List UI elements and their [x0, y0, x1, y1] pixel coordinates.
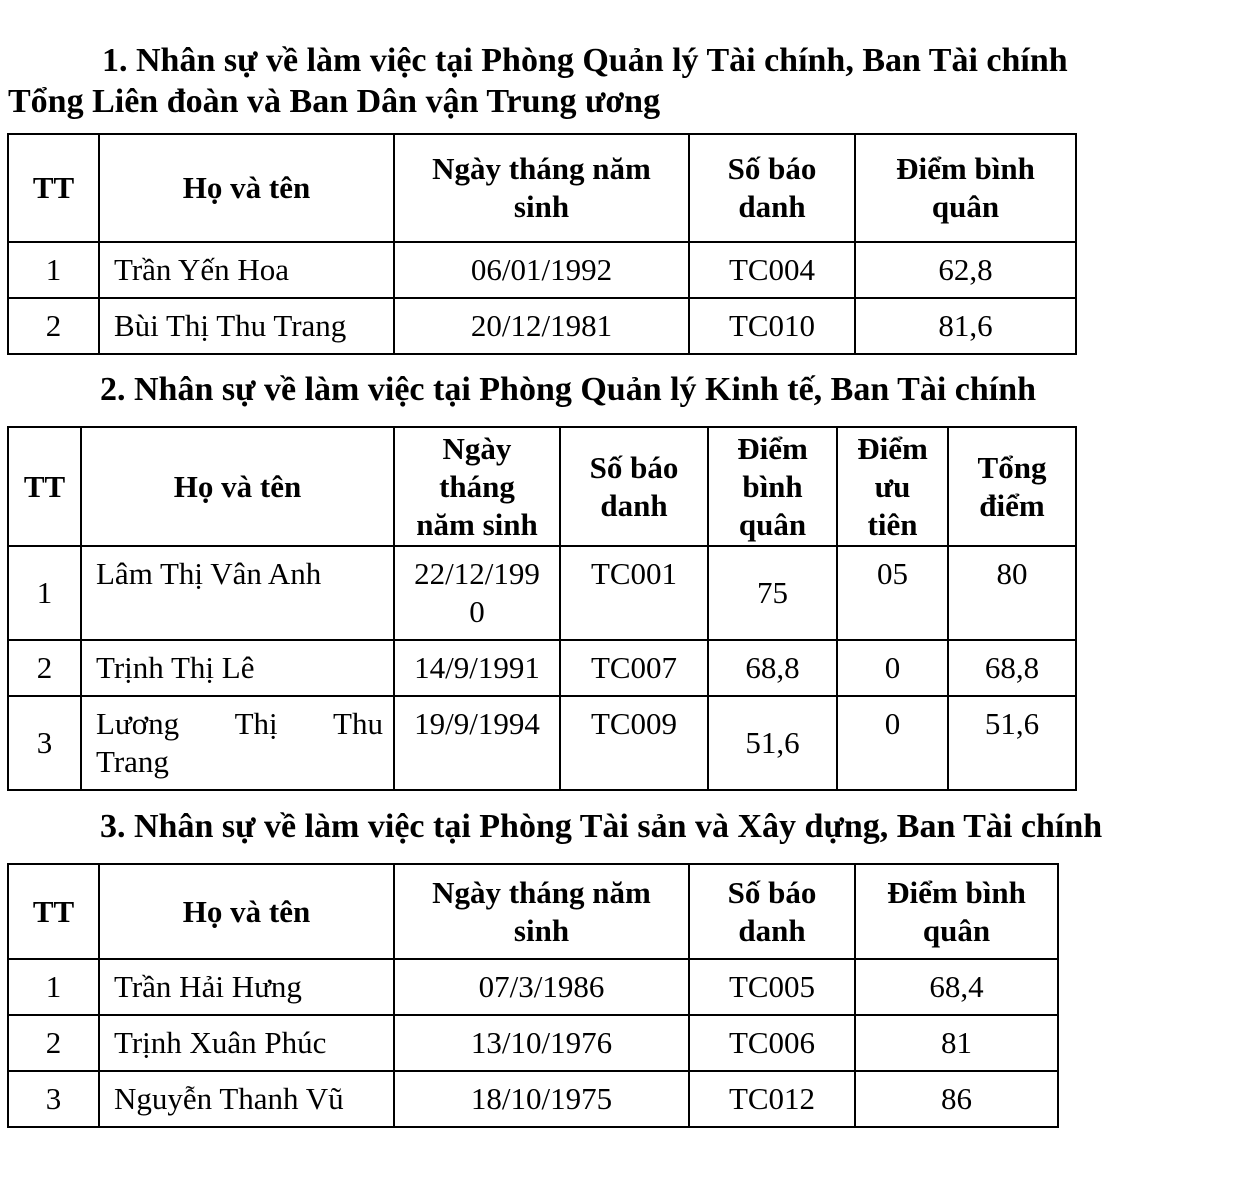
cell-dob: 14/9/1991 — [394, 640, 560, 696]
cell-sbd: TC009 — [560, 696, 708, 790]
cell-total: 68,8 — [948, 640, 1076, 696]
table-header-row — [8, 864, 1058, 959]
cell-dob: 18/10/1975 — [394, 1071, 689, 1127]
cell-total: 51,6 — [948, 696, 1076, 790]
cell-priority: 0 — [837, 640, 948, 696]
cell-tt: 3 — [8, 1071, 99, 1127]
cell-priority: 0 — [837, 696, 948, 790]
table-row — [8, 298, 1076, 354]
cell-sbd: TC005 — [689, 959, 855, 1015]
cell-dob: 20/12/1981 — [394, 298, 689, 354]
cell-tt: 1 — [8, 242, 99, 298]
cell-priority: 05 — [837, 546, 948, 640]
cell-sbd: TC001 — [560, 546, 708, 640]
table-header-row — [8, 427, 1076, 546]
cell-name: Trịnh Thị Lê — [81, 640, 394, 696]
cell-name: Trịnh Xuân Phúc — [99, 1015, 394, 1071]
section-1-heading-line-2: Tổng Liên đoàn và Ban Dân vận Trung ương — [8, 83, 661, 120]
header-priority: Điểm ưu tiên — [837, 427, 948, 546]
header-name: Họ và tên — [99, 864, 394, 959]
section-1-table — [7, 133, 1077, 355]
header-dob: Ngày tháng năm sinh — [394, 864, 689, 959]
cell-name: Trần Hải Hưng — [99, 959, 394, 1015]
cell-sbd: TC007 — [560, 640, 708, 696]
section-3-table — [7, 863, 1059, 1128]
cell-name: Bùi Thị Thu Trang — [99, 298, 394, 354]
table-row — [8, 640, 1076, 696]
header-sbd: Số báo danh — [689, 134, 855, 242]
section-3-heading: 3. Nhân sự về làm việc tại Phòng Tài sản và Xây dựng, Ban Tài chính — [100, 808, 1103, 845]
header-tt: TT — [8, 134, 99, 242]
cell-score: 75 — [708, 546, 837, 640]
header-total: Tổng điểm — [948, 427, 1076, 546]
cell-name: Nguyễn Thanh Vũ — [99, 1071, 394, 1127]
cell-score: 51,6 — [708, 696, 837, 790]
cell-sbd: TC006 — [689, 1015, 855, 1071]
section-1-heading — [8, 40, 1188, 122]
header-name: Họ và tên — [81, 427, 394, 546]
cell-tt: 3 — [8, 696, 81, 790]
table-row — [8, 959, 1058, 1015]
cell-tt: 1 — [8, 959, 99, 1015]
header-score: Điểm bình quân — [708, 427, 837, 546]
cell-tt: 2 — [8, 640, 81, 696]
cell-tt: 1 — [8, 546, 81, 640]
cell-score: 68,4 — [855, 959, 1058, 1015]
header-tt: TT — [8, 427, 81, 546]
cell-sbd: TC012 — [689, 1071, 855, 1127]
table-row — [8, 546, 1076, 640]
section-2-heading: 2. Nhân sự về làm việc tại Phòng Quản lý Kinh tế, Ban Tài chính — [100, 371, 1037, 408]
cell-score: 86 — [855, 1071, 1058, 1127]
header-score: Điểm bình quân — [855, 134, 1076, 242]
cell-name: Lâm Thị Vân Anh — [81, 546, 394, 640]
cell-tt: 2 — [8, 1015, 99, 1071]
table-row — [8, 1015, 1058, 1071]
header-sbd: Số báo danh — [689, 864, 855, 959]
table-row — [8, 696, 1076, 790]
header-score: Điểm bình quân — [855, 864, 1058, 959]
cell-dob: 06/01/1992 — [394, 242, 689, 298]
cell-dob: 19/9/1994 — [394, 696, 560, 790]
cell-dob: 22/12/199 0 — [394, 546, 560, 640]
table-row — [8, 242, 1076, 298]
header-dob: Ngày tháng năm sinh — [394, 427, 560, 546]
table-row — [8, 1071, 1058, 1127]
cell-tt: 2 — [8, 298, 99, 354]
cell-dob: 13/10/1976 — [394, 1015, 689, 1071]
cell-name-line-1: Lương Thị Thu — [96, 706, 383, 741]
section-1-heading-line-1: 1. Nhân sự về làm việc tại Phòng Quản lý Tài chính, Ban Tài chính — [102, 42, 1068, 79]
cell-name: Trần Yến Hoa — [99, 242, 394, 298]
cell-name — [81, 696, 394, 790]
header-tt: TT — [8, 864, 99, 959]
header-sbd: Số báo danh — [560, 427, 708, 546]
cell-score: 81,6 — [855, 298, 1076, 354]
cell-score: 81 — [855, 1015, 1058, 1071]
table-header-row — [8, 134, 1076, 242]
cell-total: 80 — [948, 546, 1076, 640]
header-dob: Ngày tháng năm sinh — [394, 134, 689, 242]
cell-sbd: TC010 — [689, 298, 855, 354]
cell-score: 62,8 — [855, 242, 1076, 298]
cell-name-line-2: Trang — [96, 744, 169, 779]
cell-sbd: TC004 — [689, 242, 855, 298]
section-2-table — [7, 426, 1077, 791]
cell-score: 68,8 — [708, 640, 837, 696]
cell-dob: 07/3/1986 — [394, 959, 689, 1015]
header-name: Họ và tên — [99, 134, 394, 242]
